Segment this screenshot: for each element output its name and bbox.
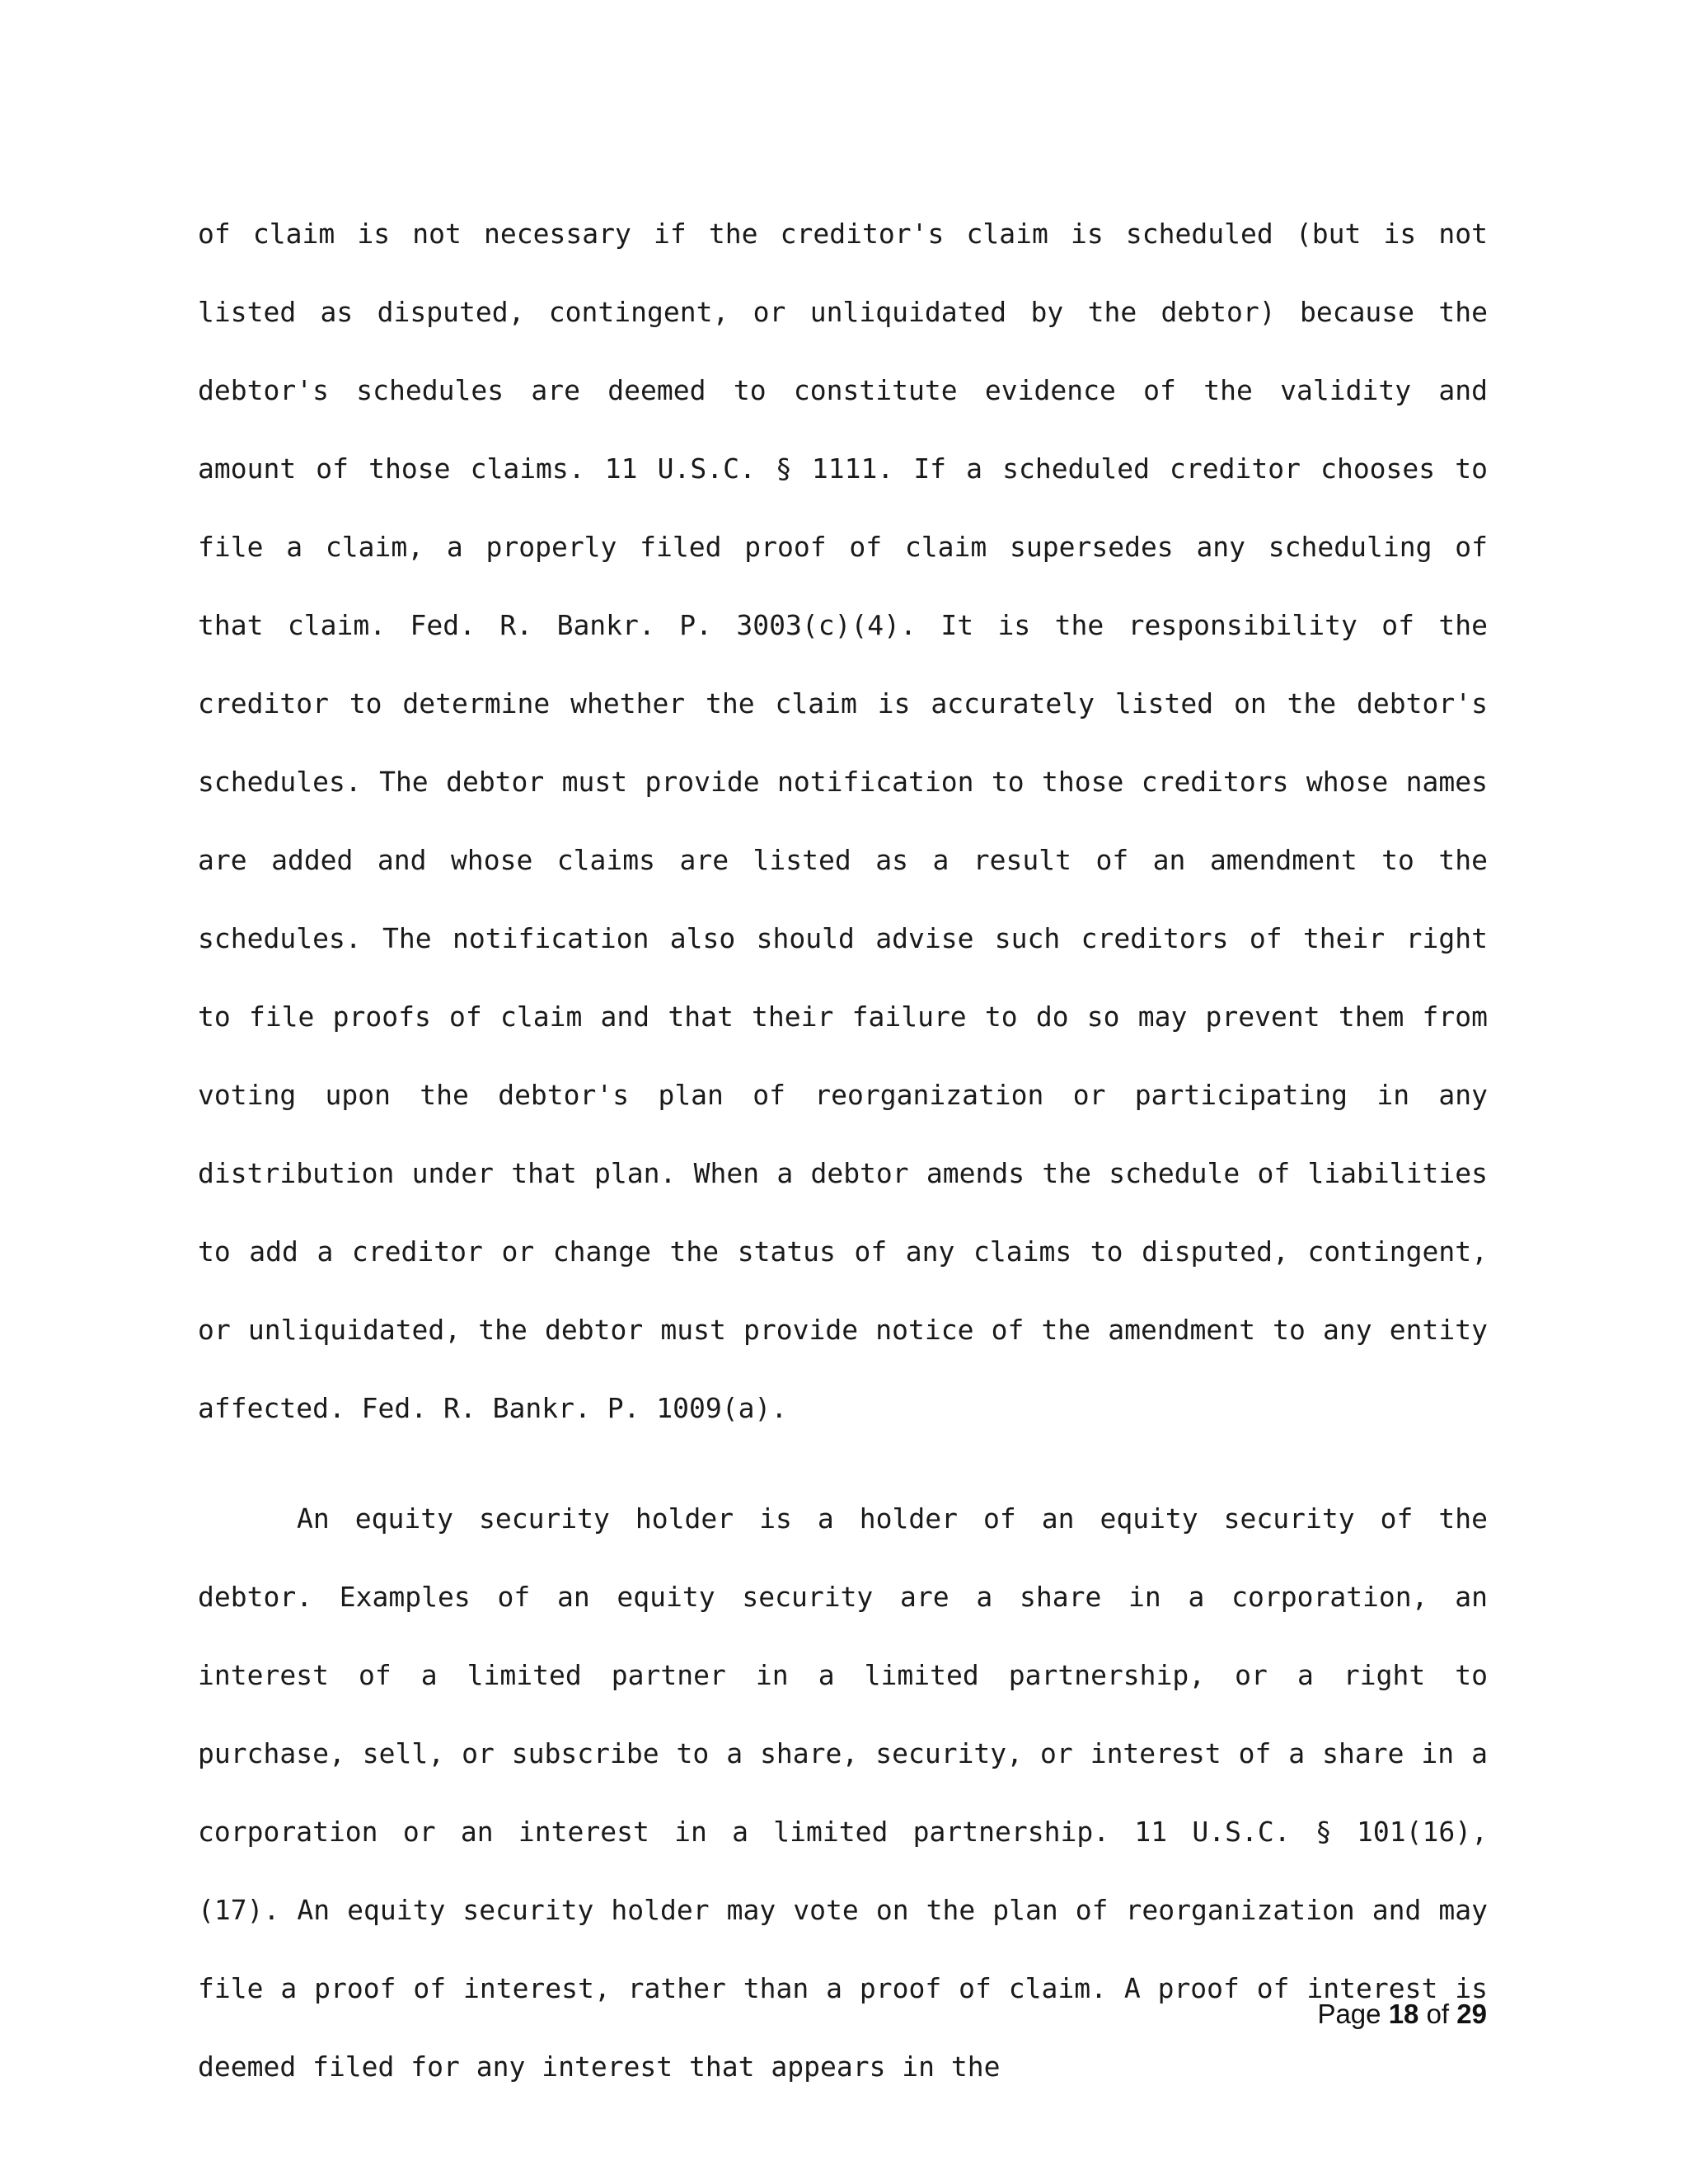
footer-of-word: of [1426,1999,1450,2029]
footer-page-number: 18 [1388,1999,1419,2029]
page-footer [1317,1998,1487,2031]
paragraph-equity-security-holder: An equity security holder is a holder of an equity security of the debtor. Examples of an equity security are a share in a corporation, an interest of a limited partner in a limited partnership, or a right to purchase, sell, or subscribe to a share, security, or interest of a share in a corporation or an interest in a limited partnership. 11 U.S.C. § 101(16), (17). An equity security holder may vote on the plan of reorganization and may file a proof of interest, rather than a proof of claim. A proof of interest is deemed filed for any interest that appears in the [198,1502,1488,2083]
body-text [198,194,1488,2106]
footer-total-pages: 29 [1456,1999,1487,2029]
footer-page-word: Page [1317,1999,1381,2029]
paragraph-proof-of-claim: of claim is not necessary if the creditor's claim is scheduled (but is not listed as disputed, contingent, or unliquidated by the debtor) because the debtor's schedules are deemed to constitute evidence of the validity and amount of those claims. 11 U.S.C. § 1111. If a scheduled creditor chooses to file a claim, a properly filed proof of claim supersedes any scheduling of that claim. Fed. R. Bankr. P. 3003(c)(4). It is the responsibility of the creditor to determine whether the claim is accurately listed on the debtor's schedules. The debtor must provide notification to those creditors whose names are added and whose claims are listed as a result of an amendment to the schedules. The notification also should advise such creditors of their right to file proofs of claim and that their failure to do so may prevent them from voting upon the debtor's plan of reorganization or participating in any distribution under that plan. When a debtor amends the schedule of liabilities to add a creditor or change the status of any claims to disputed, contingent, or unliquidated, the debtor must provide notice of the amendment to any entity affected. Fed. R. Bankr. P. 1009(a). [198,218,1488,1424]
